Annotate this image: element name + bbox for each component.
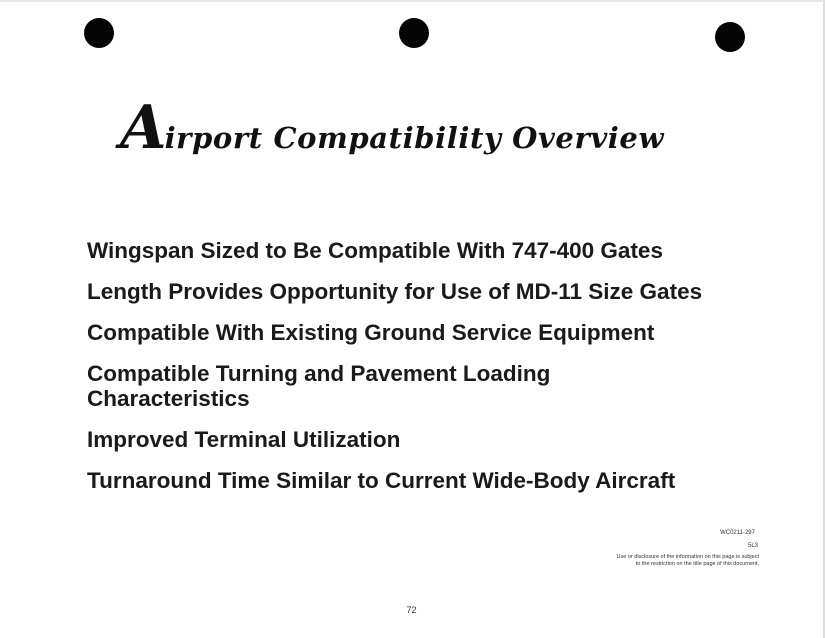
list-item: Wingspan Sized to Be Compatible With 747-400 Gates — [87, 238, 663, 263]
binder-hole-center — [399, 18, 429, 48]
list-item: Compatible With Existing Ground Service Equipment — [87, 320, 655, 345]
list-item: Length Provides Opportunity for Use of MD-11 Size Gates — [87, 279, 703, 304]
page-number-text: 72 — [406, 605, 417, 615]
restriction-line-1: Use or disclosure of the information on this page is subject — [616, 554, 759, 560]
restriction-notice — [529, 554, 759, 568]
page-title — [120, 93, 665, 163]
binder-hole-left — [84, 18, 114, 48]
title-initial: A — [120, 93, 165, 163]
list-item: Improved Terminal Utilization — [87, 427, 401, 452]
list-item: Compatible Turning and Pavement Loading Characteristics — [87, 361, 551, 411]
list-item: Turnaround Time Similar to Current Wide-Body Aircraft — [87, 468, 676, 493]
title-rest: irport Compatibility Overview — [164, 121, 665, 155]
restriction-line-2: to the restriction on the title page of this document. — [635, 561, 759, 567]
document-code: WC0211-297 — [720, 530, 755, 536]
page-edge-top — [0, 0, 825, 2]
binder-hole-right — [715, 22, 745, 52]
document-revision: 5L3 — [747, 543, 758, 549]
page-number — [0, 605, 825, 615]
overview-list — [87, 238, 787, 509]
